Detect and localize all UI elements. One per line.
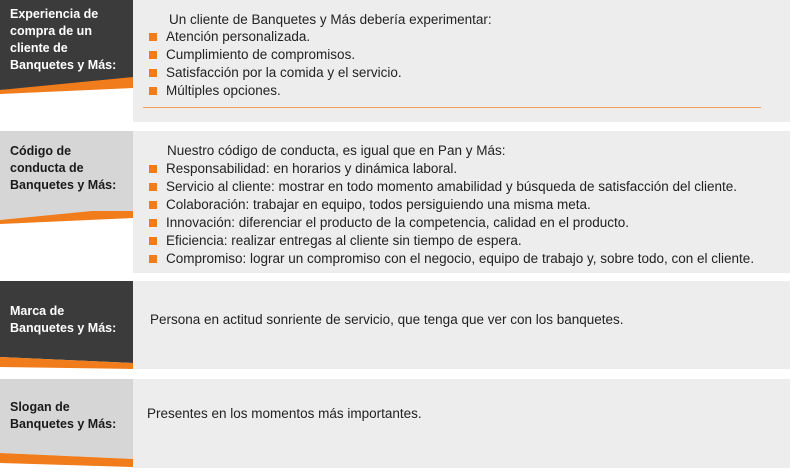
label-line: cliente de xyxy=(10,41,68,55)
label-line: Slogan de xyxy=(10,400,70,414)
label-line: Banquetes y Más: xyxy=(10,178,117,192)
bullet-icon xyxy=(149,237,157,245)
section-text: Presentes en los momentos más importantes. xyxy=(147,406,422,421)
label-accent-stripe xyxy=(0,353,133,375)
list-item: Servicio al cliente: mostrar en todo momento amabilidad y búsqueda de satisfacción del cliente. xyxy=(149,179,737,194)
bullet-icon xyxy=(149,255,157,263)
list-item: Colaboración: trabajar en equipo, todos persiguiendo una misma meta. xyxy=(149,197,591,212)
bullet-icon xyxy=(149,201,157,209)
label-line: conducta de xyxy=(10,161,84,175)
list-item: Responsabilidad: en horarios y dinámica laboral. xyxy=(149,161,457,176)
label-line: Banquetes y Más: xyxy=(10,321,117,335)
bullet-icon xyxy=(149,69,157,77)
list-item: Innovación: diferenciar el producto de la competencia, calidad en el producto. xyxy=(149,215,629,230)
list-item: Cumplimiento de compromisos. xyxy=(149,47,355,62)
list-item: Compromiso: lograr un compromiso con el negocio, equipo de trabajo y, sobre todo, con el cliente. xyxy=(149,251,754,266)
label-line: Experiencia de xyxy=(10,7,99,21)
label-line: compra de un xyxy=(10,24,92,38)
section-panel-codigo xyxy=(133,131,790,273)
bullet-icon xyxy=(149,219,157,227)
section-label-slogan xyxy=(0,379,133,451)
label-accent-stripe xyxy=(0,451,133,473)
label-line: Banquetes y Más: xyxy=(10,58,117,72)
label-accent-stripe xyxy=(0,72,133,94)
list-item: Múltiples opciones. xyxy=(149,83,281,98)
label-line: Marca de xyxy=(10,304,65,318)
section-intro: Un cliente de Banquetes y Más debería experimentar: xyxy=(169,12,492,27)
section-intro: Nuestro código de conducta, es igual que en Pan y Más: xyxy=(167,143,506,158)
bullet-icon xyxy=(149,165,157,173)
label-line: Banquetes y Más: xyxy=(10,417,117,431)
list-item: Atención personalizada. xyxy=(149,29,310,44)
section-panel-slogan xyxy=(133,379,790,468)
label-accent-stripe xyxy=(0,211,133,233)
bullet-icon xyxy=(149,51,157,59)
section-label-codigo xyxy=(0,131,133,211)
section-label-experiencia xyxy=(0,0,133,72)
bullet-icon xyxy=(149,87,157,95)
section-panel-experiencia xyxy=(133,0,790,122)
section-panel-marca xyxy=(133,281,790,369)
list-item: Satisfacción por la comida y el servicio. xyxy=(149,65,402,80)
divider xyxy=(143,107,761,108)
section-label-marca xyxy=(0,281,133,353)
list-item: Eficiencia: realizar entregas al cliente sin tiempo de espera. xyxy=(149,233,522,248)
bullet-icon xyxy=(149,33,157,41)
section-text: Persona en actitud sonriente de servicio, que tenga que ver con los banquetes. xyxy=(150,312,624,327)
label-line: Código de xyxy=(10,144,72,158)
bullet-icon xyxy=(149,183,157,191)
